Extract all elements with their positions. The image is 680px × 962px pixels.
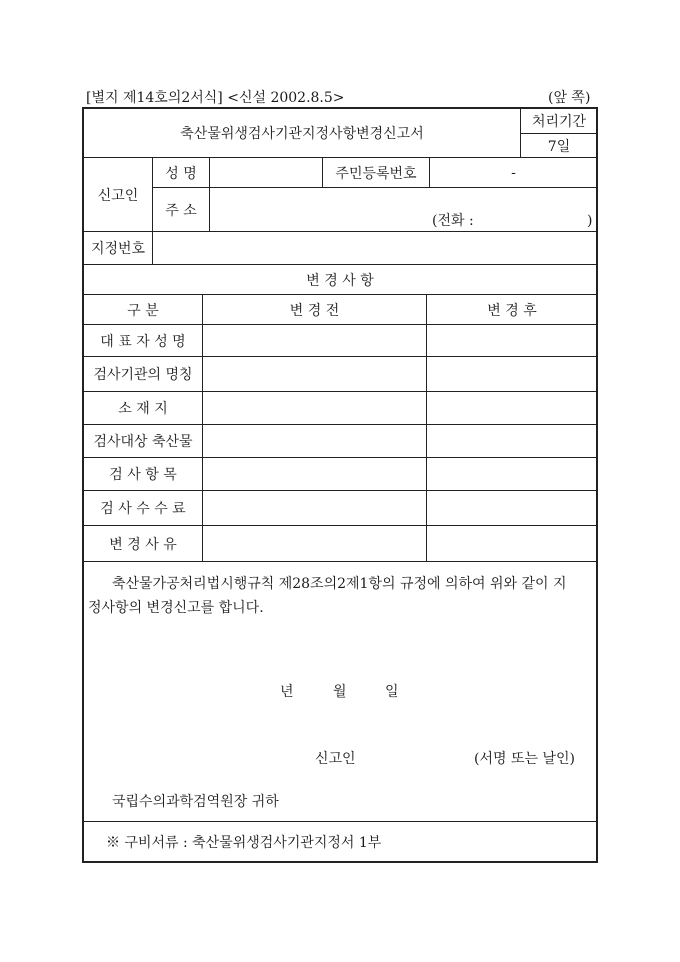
change-row-after[interactable]: [427, 458, 597, 490]
rrn-field[interactable]: [430, 158, 597, 187]
form-title: 축산물위생검사기관지정사항변경신고서: [180, 125, 424, 142]
change-row-label: 검사대상 축산물: [93, 434, 193, 450]
change-row-before[interactable]: [203, 325, 426, 356]
change-row-after[interactable]: [427, 325, 597, 356]
change-row-after[interactable]: [427, 526, 597, 561]
form-reference: [별지 제14호의2서식] <신설 2002.8.5>: [86, 90, 345, 106]
change-row-label: 검사기관의 명칭: [93, 367, 193, 383]
phone-label: (전화 :: [432, 213, 474, 229]
change-row-before[interactable]: [203, 526, 426, 561]
change-row-after[interactable]: [427, 491, 597, 525]
changes-header-category: 구 분: [127, 302, 159, 319]
changes-header-after: 변 경 후: [487, 302, 537, 319]
change-row-after[interactable]: [427, 425, 597, 457]
change-row-before[interactable]: [203, 357, 426, 391]
name-field[interactable]: [210, 158, 322, 187]
signature-label: 신고인: [315, 751, 356, 767]
row-line: [83, 561, 597, 562]
change-row-after[interactable]: [427, 357, 597, 391]
date-month-label: 월: [333, 684, 347, 700]
change-row-label: 검 사 수 수 료: [100, 501, 186, 517]
change-row-after[interactable]: [427, 392, 597, 424]
change-row-before[interactable]: [203, 458, 426, 490]
row-line: [83, 821, 597, 822]
change-row-label: 변 경 사 유: [109, 536, 177, 553]
change-row-before[interactable]: [203, 491, 426, 525]
date-year-label: 년: [280, 684, 294, 700]
address-field[interactable]: [210, 188, 597, 231]
change-row-label: 대 표 자 성 명: [100, 333, 186, 350]
designation-label: 지정번호: [90, 241, 146, 257]
attachments-note: ※ 구비서류 : 축산물위생검사기관지정서 1부: [106, 835, 382, 851]
change-row-label: 검 사 항 목: [109, 467, 177, 483]
applicant-section-label: 신고인: [97, 187, 139, 204]
phone-close: ): [587, 213, 593, 229]
designation-field[interactable]: [153, 232, 597, 264]
changes-header-before: 변 경 전: [289, 302, 340, 319]
declaration-line-1: 축산물가공처리법시행규칙 제28조의2제1항의 규정에 의하여 위와 같이 지: [112, 576, 567, 592]
change-row-before[interactable]: [203, 425, 426, 457]
name-label: 성 명: [165, 165, 197, 182]
address-label: 주 소: [165, 202, 197, 219]
change-row-before[interactable]: [203, 392, 426, 424]
declaration-line-2: 정사항의 변경신고를 합니다.: [88, 600, 264, 616]
page-side-label: (앞 쪽): [548, 90, 591, 106]
signature-note: (서명 또는 날인): [474, 751, 575, 767]
rrn-separator: -: [511, 164, 516, 181]
recipient: 국립수의과학검역원장 귀하: [112, 794, 279, 810]
processing-period-value: 7일: [547, 138, 571, 155]
changes-section-title: 변 경 사 항: [306, 272, 374, 289]
date-day-label: 일: [385, 684, 399, 700]
change-row-label: 소 재 지: [118, 401, 168, 417]
processing-period-label: 처리기간: [531, 113, 587, 130]
rrn-label: 주민등록번호: [335, 165, 417, 182]
